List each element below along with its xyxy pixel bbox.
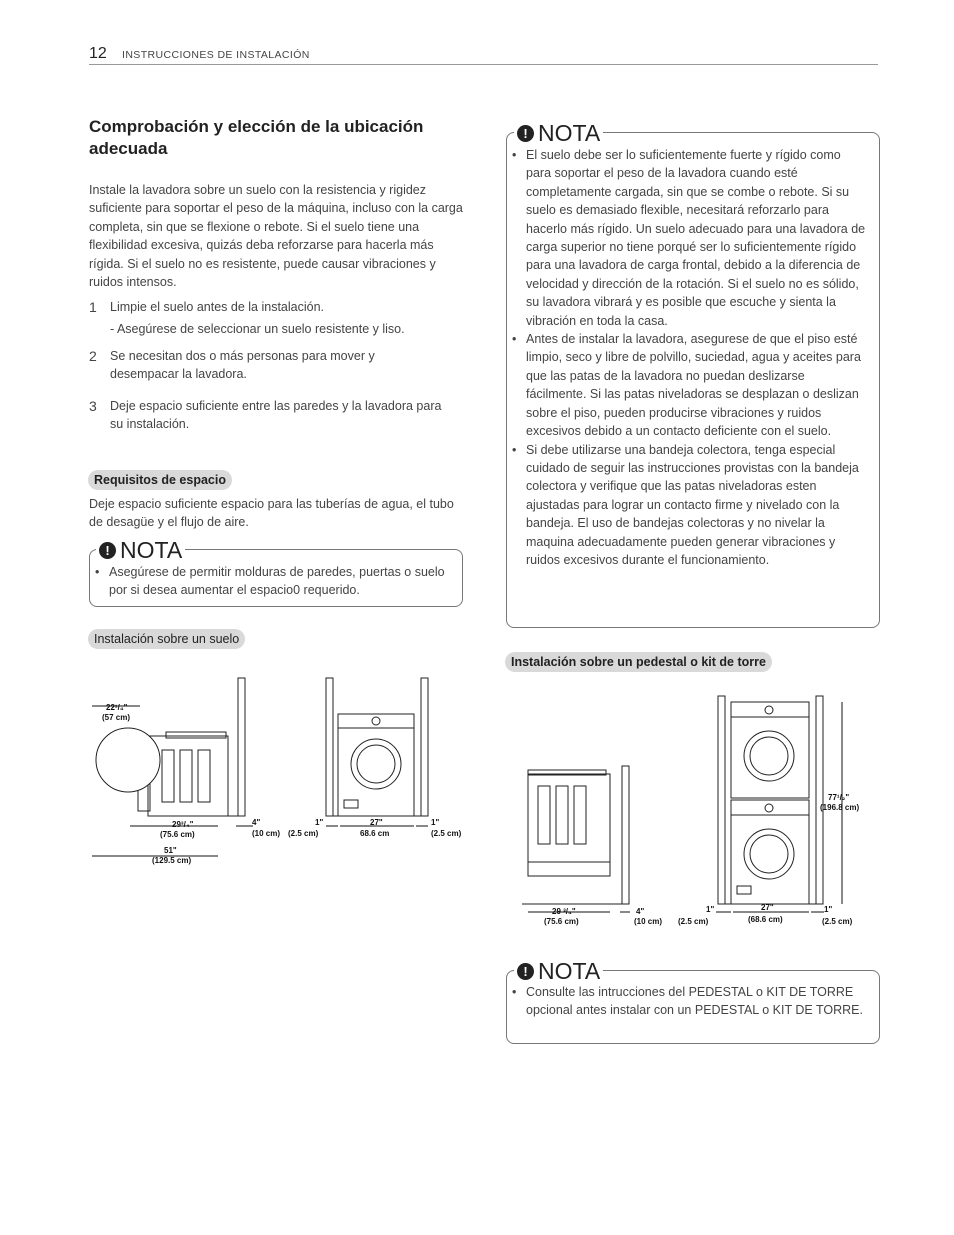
dim-back-cm: (10 cm) — [634, 917, 663, 926]
side-panel-a — [162, 750, 174, 802]
dim-side-left: 1" — [315, 818, 324, 827]
dim-depth-cm: (75.6 cm) — [160, 830, 195, 839]
intro-paragraph: Instale la lavadora sobre un suelo con la resistencia y rigidez suficiente para soportar el peso de la máquina, incluso con la carga completa, sin que se flexione o rebote. Si el suelo tiene una flexibilidad excesiva, quizás deba reforzarse para hacerla más rígida. Si el suelo no es resistente, puede causar vibraciones y ruidos intensos. — [89, 183, 463, 290]
dryer-door-outer — [744, 731, 794, 781]
nota-item: • Antes de instalar la lavadora, asegurese de que el piso esté limpio, seco y libre de polvillo, suciedad, agua y aceites para que las patas de la lavadora no puedan deslizarse fácilmente. Si las patas niveladoras se desplazan o deslizan sobre el piso, pueden producirse vibraciones y ruidos excesivos debido a un contacto deficiente con el suelo. — [512, 330, 868, 440]
washer-door-inner — [750, 835, 788, 873]
dim-side-right-cm: (2.5 cm) — [822, 917, 853, 926]
washer-door-open — [96, 728, 160, 792]
floor-installation-label: Instalación sobre un suelo — [88, 629, 245, 649]
wall-front-right — [421, 678, 428, 816]
page-number: 12 — [89, 45, 107, 62]
washer-door-outer — [744, 829, 794, 879]
dim-total: 51" — [164, 846, 177, 855]
washer-front-body — [338, 714, 414, 816]
washer-knob — [765, 804, 773, 812]
floor-installation-diagram — [88, 676, 478, 872]
nota-title: NOTA — [538, 958, 601, 984]
washer-side-body — [148, 736, 228, 816]
space-text: Deje espacio suficiente espacio para las tuberías de agua, el tubo de desagüe y el flujo de aire. — [89, 497, 454, 530]
nota-list-bottom — [512, 983, 868, 1020]
dim-side-left-cm: (2.5 cm) — [288, 829, 319, 838]
nota-list-right — [512, 146, 868, 569]
dim-side-left: 1" — [706, 905, 715, 914]
step-text: Limpie el suelo antes de la instalación. — [110, 300, 325, 314]
wall-front-left — [718, 696, 725, 904]
washer-front-body — [731, 800, 809, 904]
step-number: 3 — [89, 398, 97, 414]
dim-side-right-cm: (2.5 cm) — [431, 829, 462, 838]
nota-list-left — [95, 563, 453, 600]
wall-front-right — [816, 696, 823, 904]
dim-side-right: 1" — [824, 905, 833, 914]
side-panel-b — [556, 786, 568, 844]
nota-item: • El suelo debe ser lo suficientemente fuerte y rígido como para soportar el peso de la lavadora cuando esté completamente cargada, sin que se combe o rebote. Si su suelo es demasiado flexible, necesitará reforzarlo para hacerlo más rígido. Un suelo adecuado para una lavadora de carga superior no tiene porqué ser lo suficientemente rígido para una lavadora de carga frontal, debido a la diferencia de velocidad y dirección de la rotación. Si el suelo no es sólido, su lavadora vibrará y es posible que escuche y sienta la vibración en toda la casa. — [512, 146, 868, 330]
dim-width-cm: (68.6 cm) — [748, 915, 783, 924]
side-panel-b — [180, 750, 192, 802]
dim-side-left-cm: (2.5 cm) — [678, 917, 709, 926]
dim-back: 4" — [636, 907, 645, 916]
dim-depth: 29 ³/₄" — [552, 907, 576, 916]
wall-side — [238, 678, 245, 816]
pedestal-installation-diagram — [506, 690, 878, 935]
step-text: - Asegúrese de seleccionar un suelo resistente y liso. — [110, 322, 405, 336]
dim-width: 27" — [370, 818, 383, 827]
door-outer — [351, 739, 401, 789]
step-text: Se necesitan dos o más personas para mover y desempacar la lavadora. — [110, 349, 375, 382]
nota-item: • Consulte las intrucciones del PEDESTAL o KIT DE TORRE opcional antes instalar con un PEDESTAL o KIT DE TORRE. — [512, 983, 868, 1020]
dim-door-cm: (57 cm) — [102, 713, 131, 722]
washer-side-body — [528, 774, 610, 876]
alert-icon: ! — [517, 963, 534, 980]
detergent-drawer — [344, 800, 358, 808]
dim-width-cm: 68.6 cm — [360, 829, 390, 838]
wall-side — [622, 766, 629, 904]
step-text: Deje espacio suficiente entre las paredes y la lavadora para su instalación. — [110, 399, 442, 432]
dim-height: 77¹/₂" — [828, 793, 850, 802]
nota-heading-left — [96, 537, 185, 563]
step-number: 2 — [89, 348, 97, 364]
alert-icon: ! — [99, 542, 116, 559]
nota-item: • Si debe utilizarse una bandeja colectora, tenga especial cuidado de seguir las instrucciones provistas con la bandeja colectora y verifique que las patas niveladoras esten ajustadas para lograr un contacto firme y nivelado con la bandeja. El uso de bandejas colectoras y no nivelar la maquina adecuadamente pueden generar vibraciones y ruidos excesivos durante el funcionamiento. — [512, 441, 868, 570]
dim-back-cm: (10 cm) — [252, 829, 281, 838]
space-requirements-label: Requisitos de espacio — [88, 470, 232, 490]
dim-depth: 29³/₄" — [172, 820, 194, 829]
dim-total-cm: (129.5 cm) — [152, 856, 192, 865]
dim-back: 4" — [252, 818, 261, 827]
dryer-front-body — [731, 702, 809, 798]
nota-title: NOTA — [538, 120, 601, 146]
nota-heading-bottom — [514, 958, 603, 984]
dim-width: 27" — [761, 903, 774, 912]
alert-icon: ! — [517, 125, 534, 142]
dim-door: 22¹/₄" — [106, 703, 128, 712]
side-panel-a — [538, 786, 550, 844]
nota-title: NOTA — [120, 537, 183, 563]
detergent-drawer — [737, 886, 751, 894]
dim-depth-cm: (75.6 cm) — [544, 917, 579, 926]
side-panel-c — [198, 750, 210, 802]
dryer-door-inner — [750, 737, 788, 775]
nota-heading-right — [514, 120, 603, 146]
door-inner — [357, 745, 395, 783]
control-knob — [372, 717, 380, 725]
step-number: 1 — [89, 299, 97, 315]
washer-side-top — [166, 732, 226, 738]
dryer-knob — [765, 706, 773, 714]
wall-front-left — [326, 678, 333, 816]
header-rule — [89, 64, 878, 65]
header-title: INSTRUCCIONES DE INSTALACIÓN — [122, 49, 310, 61]
pedestal-installation-label: Instalación sobre un pedestal o kit de torre — [505, 652, 772, 672]
side-panel-c — [574, 786, 586, 844]
dim-height-cm: (196.8 cm) — [820, 803, 860, 812]
section-title: Comprobación y elección de la ubicación adecuada — [89, 117, 424, 158]
nota-item: • Asegúrese de permitir molduras de paredes, puertas o suelo por si desea aumentar el espacio0 requerido. — [95, 563, 453, 600]
dim-side-right: 1" — [431, 818, 440, 827]
